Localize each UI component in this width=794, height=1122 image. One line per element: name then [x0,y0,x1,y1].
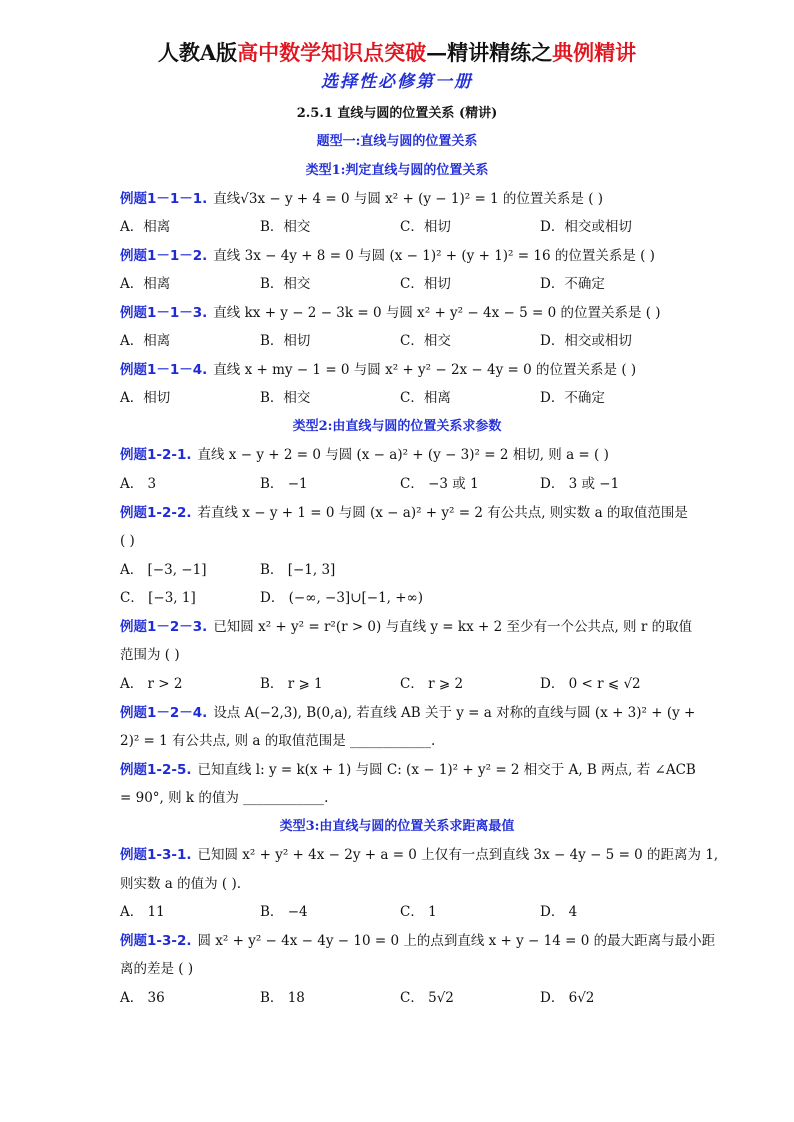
question-1-2-4-cont: 2)² = 1 有公共点, 则 a 的取值范围是 ____________. [120,733,436,749]
question-label: 例题1－1－4. [120,362,208,378]
option-c: C． −3 或 1 [400,476,479,492]
option-b: B． −4 [260,904,308,920]
question-1-2-1 [120,445,609,465]
question-1-2-5-cont: = 90°, 则 k 的值为 ____________. [120,790,329,806]
title-part-4: 典例精讲 [552,40,637,65]
option-c: C．相切 [400,276,451,292]
option-a: A．相离 [120,333,171,349]
options-1-2-1 [120,474,680,494]
option-c: C． r ⩾ 2 [400,676,464,692]
question-1-2-4 [120,703,695,723]
question-text: 直线√3x − y + 4 = 0 与圆 x² + (y − 1)² = 1 的位置关系是 ( ) [213,191,604,207]
title-part-2: 高中数学知识点突破 [237,40,427,65]
question-text: 已知圆 x² + y² = r²(r > 0) 与直线 y = kx + 2 至少有一个公共点, 则 r 的取值 [213,619,693,635]
option-a: A． 36 [120,990,165,1006]
question-1-2-2-cont: ( ) [120,533,135,549]
section-heading: 2.5.1 直线与圆的位置关系 (精讲) [296,106,498,121]
option-c: C． 5√2 [400,990,454,1006]
option-c: C． [−3, 1] [120,590,196,606]
option-b: B．相交 [260,219,311,235]
question-label: 例题1－1－1. [120,191,208,207]
options-1-1-1 [120,217,680,237]
option-b: B． [−1, 3] [260,562,336,578]
options-1-1-4 [120,388,680,408]
question-1-2-3 [120,617,692,637]
question-text: 已知圆 x² + y² + 4x − 2y + a = 0 上仅有一点到直线 3x − 4y − 5 = 0 的距离为 1, [197,847,719,863]
question-1-2-2 [120,503,688,523]
question-text: 直线 kx + y − 2 − 3k = 0 与圆 x² + y² − 4x − 5 = 0 的位置关系是 ( ) [213,305,661,321]
options-1-1-2 [120,274,680,294]
options-1-2-3 [120,674,680,694]
option-d: D． (−∞, −3]∪[−1, +∞) [260,590,424,606]
option-a: A．相离 [120,219,171,235]
question-text: 若直线 x − y + 1 = 0 与圆 (x − a)² + y² = 2 有公共点, 则实数 a 的取值范围是 [197,505,688,521]
question-text: 圆 x² + y² − 4x − 4y − 10 = 0 上的点到直线 x + y − 14 = 0 的最大距离与最小距 [197,933,716,949]
options-1-3-1 [120,902,680,922]
option-b: B． −1 [260,476,308,492]
option-d: D．相交或相切 [540,219,632,235]
option-a: A．相切 [120,390,171,406]
option-b: B． 18 [260,990,305,1006]
title-part-3: —精讲精练之 [426,40,553,65]
question-text: 直线 3x − 4y + 8 = 0 与圆 (x − 1)² + (y + 1)² = 16 的位置关系是 ( ) [213,248,655,264]
page-subtitle: 选择性必修第一册 [321,72,473,92]
type-heading-2: 类型2:由直线与圆的位置关系求参数 [292,419,502,434]
option-b: B．相交 [260,390,311,406]
question-text: 已知直线 l: y = k(x + 1) 与圆 C: (x − 1)² + y² = 2 相交于 A, B 两点, 若 ∠ACB [197,762,696,778]
option-a: A．相离 [120,276,171,292]
question-1-2-5 [120,760,696,780]
question-1-1-4 [120,360,636,380]
options-1-1-3 [120,331,680,351]
question-1-2-3-cont: 范围为 ( ) [120,647,180,663]
question-label: 例题1-2-5. [120,762,192,778]
question-label: 例题1－1－3. [120,305,208,321]
question-1-3-1-cont: 则实数 a 的值为 ( ). [120,876,242,892]
option-a: A． 3 [120,476,157,492]
option-c: C． 1 [400,904,437,920]
options-1-2-2-row1 [120,560,680,580]
question-1-3-2-cont: 离的差是 ( ) [120,961,194,977]
question-label: 例题1-3-1. [120,847,192,863]
question-label: 例题1-2-2. [120,505,192,521]
option-d: D．不确定 [540,390,605,406]
option-b: B．相切 [260,333,311,349]
question-1-1-3 [120,303,661,323]
option-d: D． 6√2 [540,990,595,1006]
option-d: D．相交或相切 [540,333,632,349]
options-1-2-2-row2 [120,588,680,608]
question-1-1-1 [120,189,603,209]
title-part-1: 人教A版 [157,40,238,65]
question-text: 直线 x − y + 2 = 0 与圆 (x − a)² + (y − 3)² = 2 相切, 则 a = ( ) [197,447,609,463]
question-1-1-2 [120,246,655,266]
type-heading-1: 类型1:判定直线与圆的位置关系 [305,163,489,178]
question-label: 例题1－2－4. [120,705,208,721]
option-a: A． 11 [120,904,165,920]
option-d: D． 0 < r ⩽ √2 [540,676,641,692]
page-title [0,38,794,68]
question-label: 例题1－2－3. [120,619,208,635]
option-b: B． r ⩾ 1 [260,676,323,692]
type-heading-3: 类型3:由直线与圆的位置关系求距离最值 [279,819,515,834]
question-text: 直线 x + my − 1 = 0 与圆 x² + y² − 2x − 4y = 0 的位置关系是 ( ) [213,362,637,378]
option-d: D． 4 [540,904,578,920]
option-d: D．不确定 [540,276,605,292]
option-a: A． [−3, −1] [120,562,207,578]
option-c: C．相切 [400,219,451,235]
question-1-3-2 [120,931,715,951]
options-1-3-2 [120,988,680,1008]
question-text: 设点 A(−2,3), B(0,a), 若直线 AB 关于 y = a 对称的直线与圆 (x + 3)² + (y + [213,705,696,721]
question-1-3-1 [120,845,718,865]
option-c: C．相交 [400,333,451,349]
option-a: A． r > 2 [120,676,183,692]
topic-heading: 题型一:直线与圆的位置关系 [316,134,478,149]
question-label: 例题1－1－2. [120,248,208,264]
option-c: C．相离 [400,390,451,406]
question-label: 例题1-2-1. [120,447,192,463]
option-b: B．相交 [260,276,311,292]
option-d: D． 3 或 −1 [540,476,620,492]
question-label: 例题1-3-2. [120,933,192,949]
